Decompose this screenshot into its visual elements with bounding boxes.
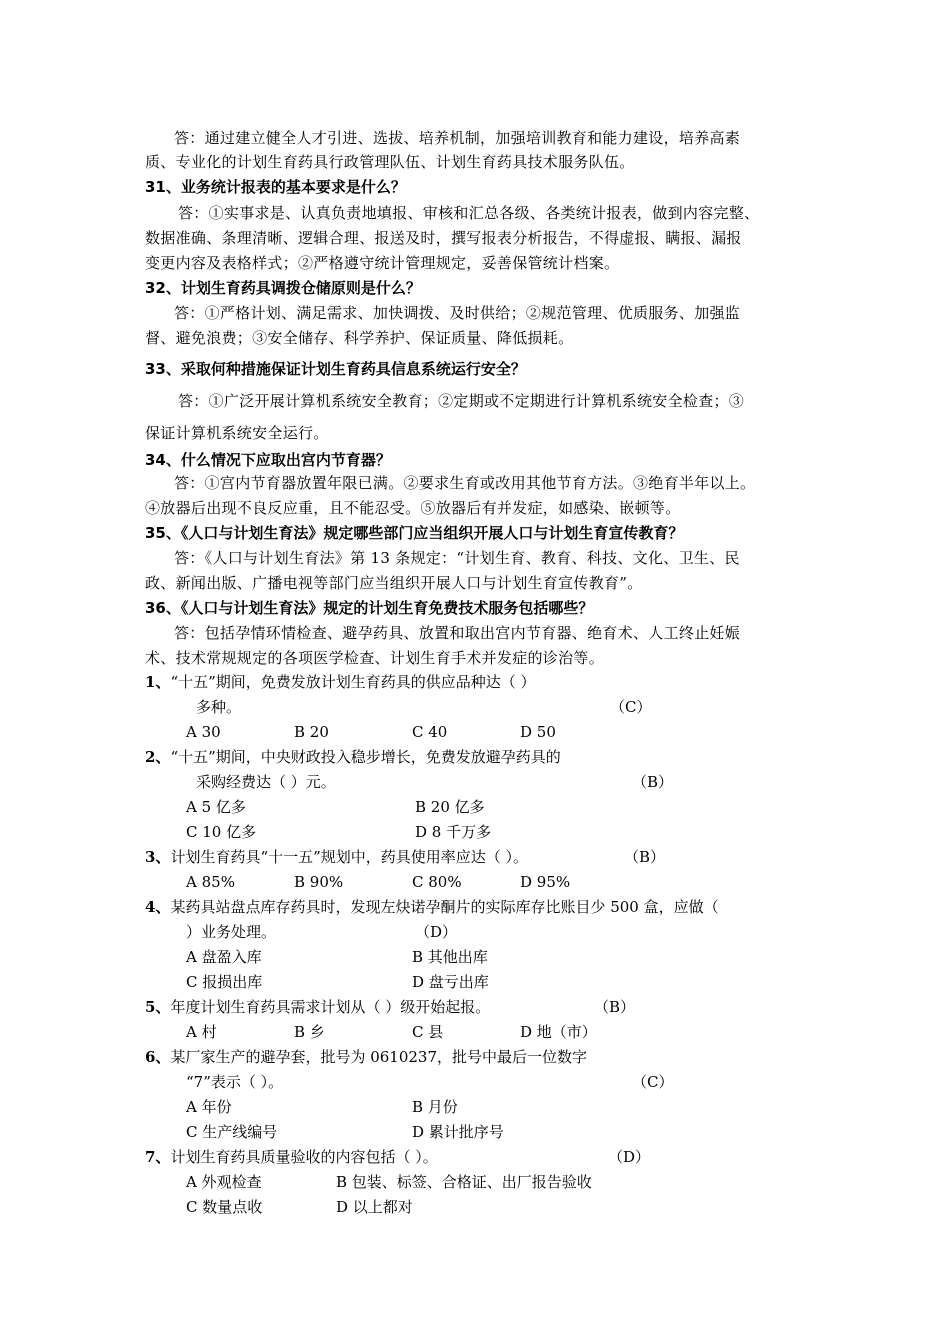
mcq-option: D 地（市） xyxy=(520,1023,597,1041)
mcq-option: A 年份 xyxy=(186,1098,232,1116)
mcq-stem xyxy=(145,745,561,769)
mcq-option: D 95% xyxy=(520,873,571,891)
answer-line: 变更内容及表格样式；②严格遵守统计管理规定，妥善保管统计档案。 xyxy=(145,254,620,272)
mcq-stem-continued: “7”表示（ ）。 xyxy=(186,1073,284,1091)
mcq-answer: （C） xyxy=(632,1073,674,1091)
mcq-stem-continued: 多种。 xyxy=(196,698,242,716)
answer-line: 答：通过建立健全人才引进、选拔、培养机制，加强培训教育和能力建设，培养高素 xyxy=(174,129,741,147)
question-heading: 32、计划生育药具调拨仓储原则是什么？ xyxy=(145,279,421,297)
answer-line: 答：①宫内节育器放置年限已满。②要求生育或改用其他节育方法。③绝育半年以上。 xyxy=(174,474,756,492)
mcq-stem-continued: 采购经费达（ ）元。 xyxy=(196,773,336,791)
answer-line: 督、避免浪费；③安全储存、科学养护、保证质量、降低损耗。 xyxy=(145,329,574,347)
answer-line: ④放器后出现不良反应重，且不能忍受。⑤放器后有并发症，如感染、嵌顿等。 xyxy=(145,499,681,517)
mcq-answer: （B） xyxy=(632,773,674,791)
mcq-option: D 8 千万多 xyxy=(415,823,492,841)
mcq-stem-text: 计划生育药具质量验收的内容包括（ ）。 xyxy=(170,1148,438,1166)
mcq-stem-text: 计划生育药具“十一五”规划中，药具使用率应达（ ）。 xyxy=(170,848,529,866)
mcq-option: B 包装、标签、合格证、出厂报告验收 xyxy=(336,1173,592,1191)
answer-line: 政、新闻出版、广播电视等部门应当组织开展人口与计划生育宣传教育”。 xyxy=(145,574,643,592)
mcq-answer: （B） xyxy=(594,998,636,1016)
mcq-option: C 40 xyxy=(412,723,448,741)
answer-line: 答：①广泛开展计算机系统安全教育；②定期或不定期进行计算机系统安全检查；③ xyxy=(178,392,745,410)
mcq-number: 5、 xyxy=(145,998,171,1016)
mcq-number: 7、 xyxy=(145,1148,171,1166)
mcq-answer: （B） xyxy=(624,848,666,866)
mcq-stem-text: “十五”期间，中央财政投入稳步增长，免费发放避孕药具的 xyxy=(170,748,561,766)
mcq-answer: （D） xyxy=(415,923,458,941)
question-heading: 36、《人口与计划生育法》规定的计划生育免费技术服务包括哪些？ xyxy=(145,599,594,617)
mcq-stem xyxy=(145,1045,587,1069)
mcq-option: B 乡 xyxy=(294,1023,325,1041)
answer-line: 术、技术常规规定的各项医学检查、计划生育手术并发症的诊治等。 xyxy=(145,649,605,667)
mcq-option: D 盘亏出库 xyxy=(412,973,489,991)
answer-line: 答：《人口与计划生育法》第 13 条规定：“计划生育、教育、科技、文化、卫生、民 xyxy=(174,549,740,567)
mcq-stem-continued: ）业务处理。 xyxy=(186,923,277,941)
mcq-option: A 85% xyxy=(186,873,235,891)
answer-line: 保证计算机系统安全运行。 xyxy=(145,424,329,442)
mcq-stem-text: 某厂家生产的避孕套，批号为 0610237，批号中最后一位数字 xyxy=(170,1048,588,1066)
mcq-option: A 外观检查 xyxy=(186,1173,262,1191)
mcq-option: C 生产线编号 xyxy=(186,1123,278,1141)
mcq-number: 4、 xyxy=(145,898,171,916)
mcq-option: C 报损出库 xyxy=(186,973,263,991)
mcq-option: B 20 亿多 xyxy=(415,798,485,816)
mcq-number: 3、 xyxy=(145,848,171,866)
mcq-number: 6、 xyxy=(145,1048,171,1066)
mcq-option: A 30 xyxy=(186,723,221,741)
answer-line: 质、专业化的计划生育药具行政管理队伍、计划生育药具技术服务队伍。 xyxy=(145,153,635,171)
mcq-stem-text: 某药具站盘点库存药具时，发现左炔诺孕酮片的实际库存比账目少 500 盒，应做（ xyxy=(170,898,719,916)
mcq-option: B 其他出库 xyxy=(412,948,488,966)
answer-line: 数据准确、条理清晰、逻辑合理、报送及时，撰写报表分析报告，不得虚报、瞒报、漏报 xyxy=(145,229,742,247)
mcq-option: C 县 xyxy=(412,1023,444,1041)
mcq-option: A 5 亿多 xyxy=(186,798,246,816)
mcq-stem xyxy=(145,1145,438,1169)
mcq-stem xyxy=(145,845,528,869)
answer-line: 答：①严格计划、满足需求、加快调拨、及时供给；②规范管理、优质服务、加强监 xyxy=(174,304,741,322)
mcq-option: D 50 xyxy=(520,723,556,741)
mcq-stem-text: “十五”期间，免费发放计划生育药具的供应品种达（ ） xyxy=(170,673,536,691)
mcq-stem xyxy=(145,670,536,694)
mcq-option: A 村 xyxy=(186,1023,217,1041)
mcq-number: 2、 xyxy=(145,748,171,766)
answer-line: 答：①实事求是、认真负责地填报、审核和汇总各级、各类统计报表，做到内容完整、 xyxy=(178,204,760,222)
answer-line: 答：包括孕情环情检查、避孕药具、放置和取出宫内节育器、绝育术、人工终止妊娠 xyxy=(174,624,741,642)
mcq-stem xyxy=(145,895,719,919)
mcq-option: B 20 xyxy=(294,723,329,741)
mcq-option: D 累计批序号 xyxy=(412,1123,504,1141)
question-heading: 31、业务统计报表的基本要求是什么？ xyxy=(145,178,406,196)
mcq-stem xyxy=(145,995,490,1019)
question-heading: 34、什么情况下应取出宫内节育器？ xyxy=(145,451,391,469)
mcq-stem-text: 年度计划生育药具需求计划从（ ）级开始起报。 xyxy=(170,998,491,1016)
question-heading: 35、《人口与计划生育法》规定哪些部门应当组织开展人口与计划生育宣传教育？ xyxy=(145,524,684,542)
mcq-answer: （C） xyxy=(610,698,652,716)
mcq-number: 1、 xyxy=(145,673,171,691)
question-heading: 33、采取何种措施保证计划生育药具信息系统运行安全？ xyxy=(145,360,526,378)
mcq-option: B 90% xyxy=(294,873,344,891)
mcq-option: A 盘盈入库 xyxy=(186,948,262,966)
mcq-option: C 80% xyxy=(412,873,462,891)
mcq-option: C 10 亿多 xyxy=(186,823,257,841)
mcq-option: C 数量点收 xyxy=(186,1198,263,1216)
mcq-option: B 月份 xyxy=(412,1098,458,1116)
mcq-answer: （D） xyxy=(608,1148,651,1166)
mcq-option: D 以上都对 xyxy=(336,1198,413,1216)
